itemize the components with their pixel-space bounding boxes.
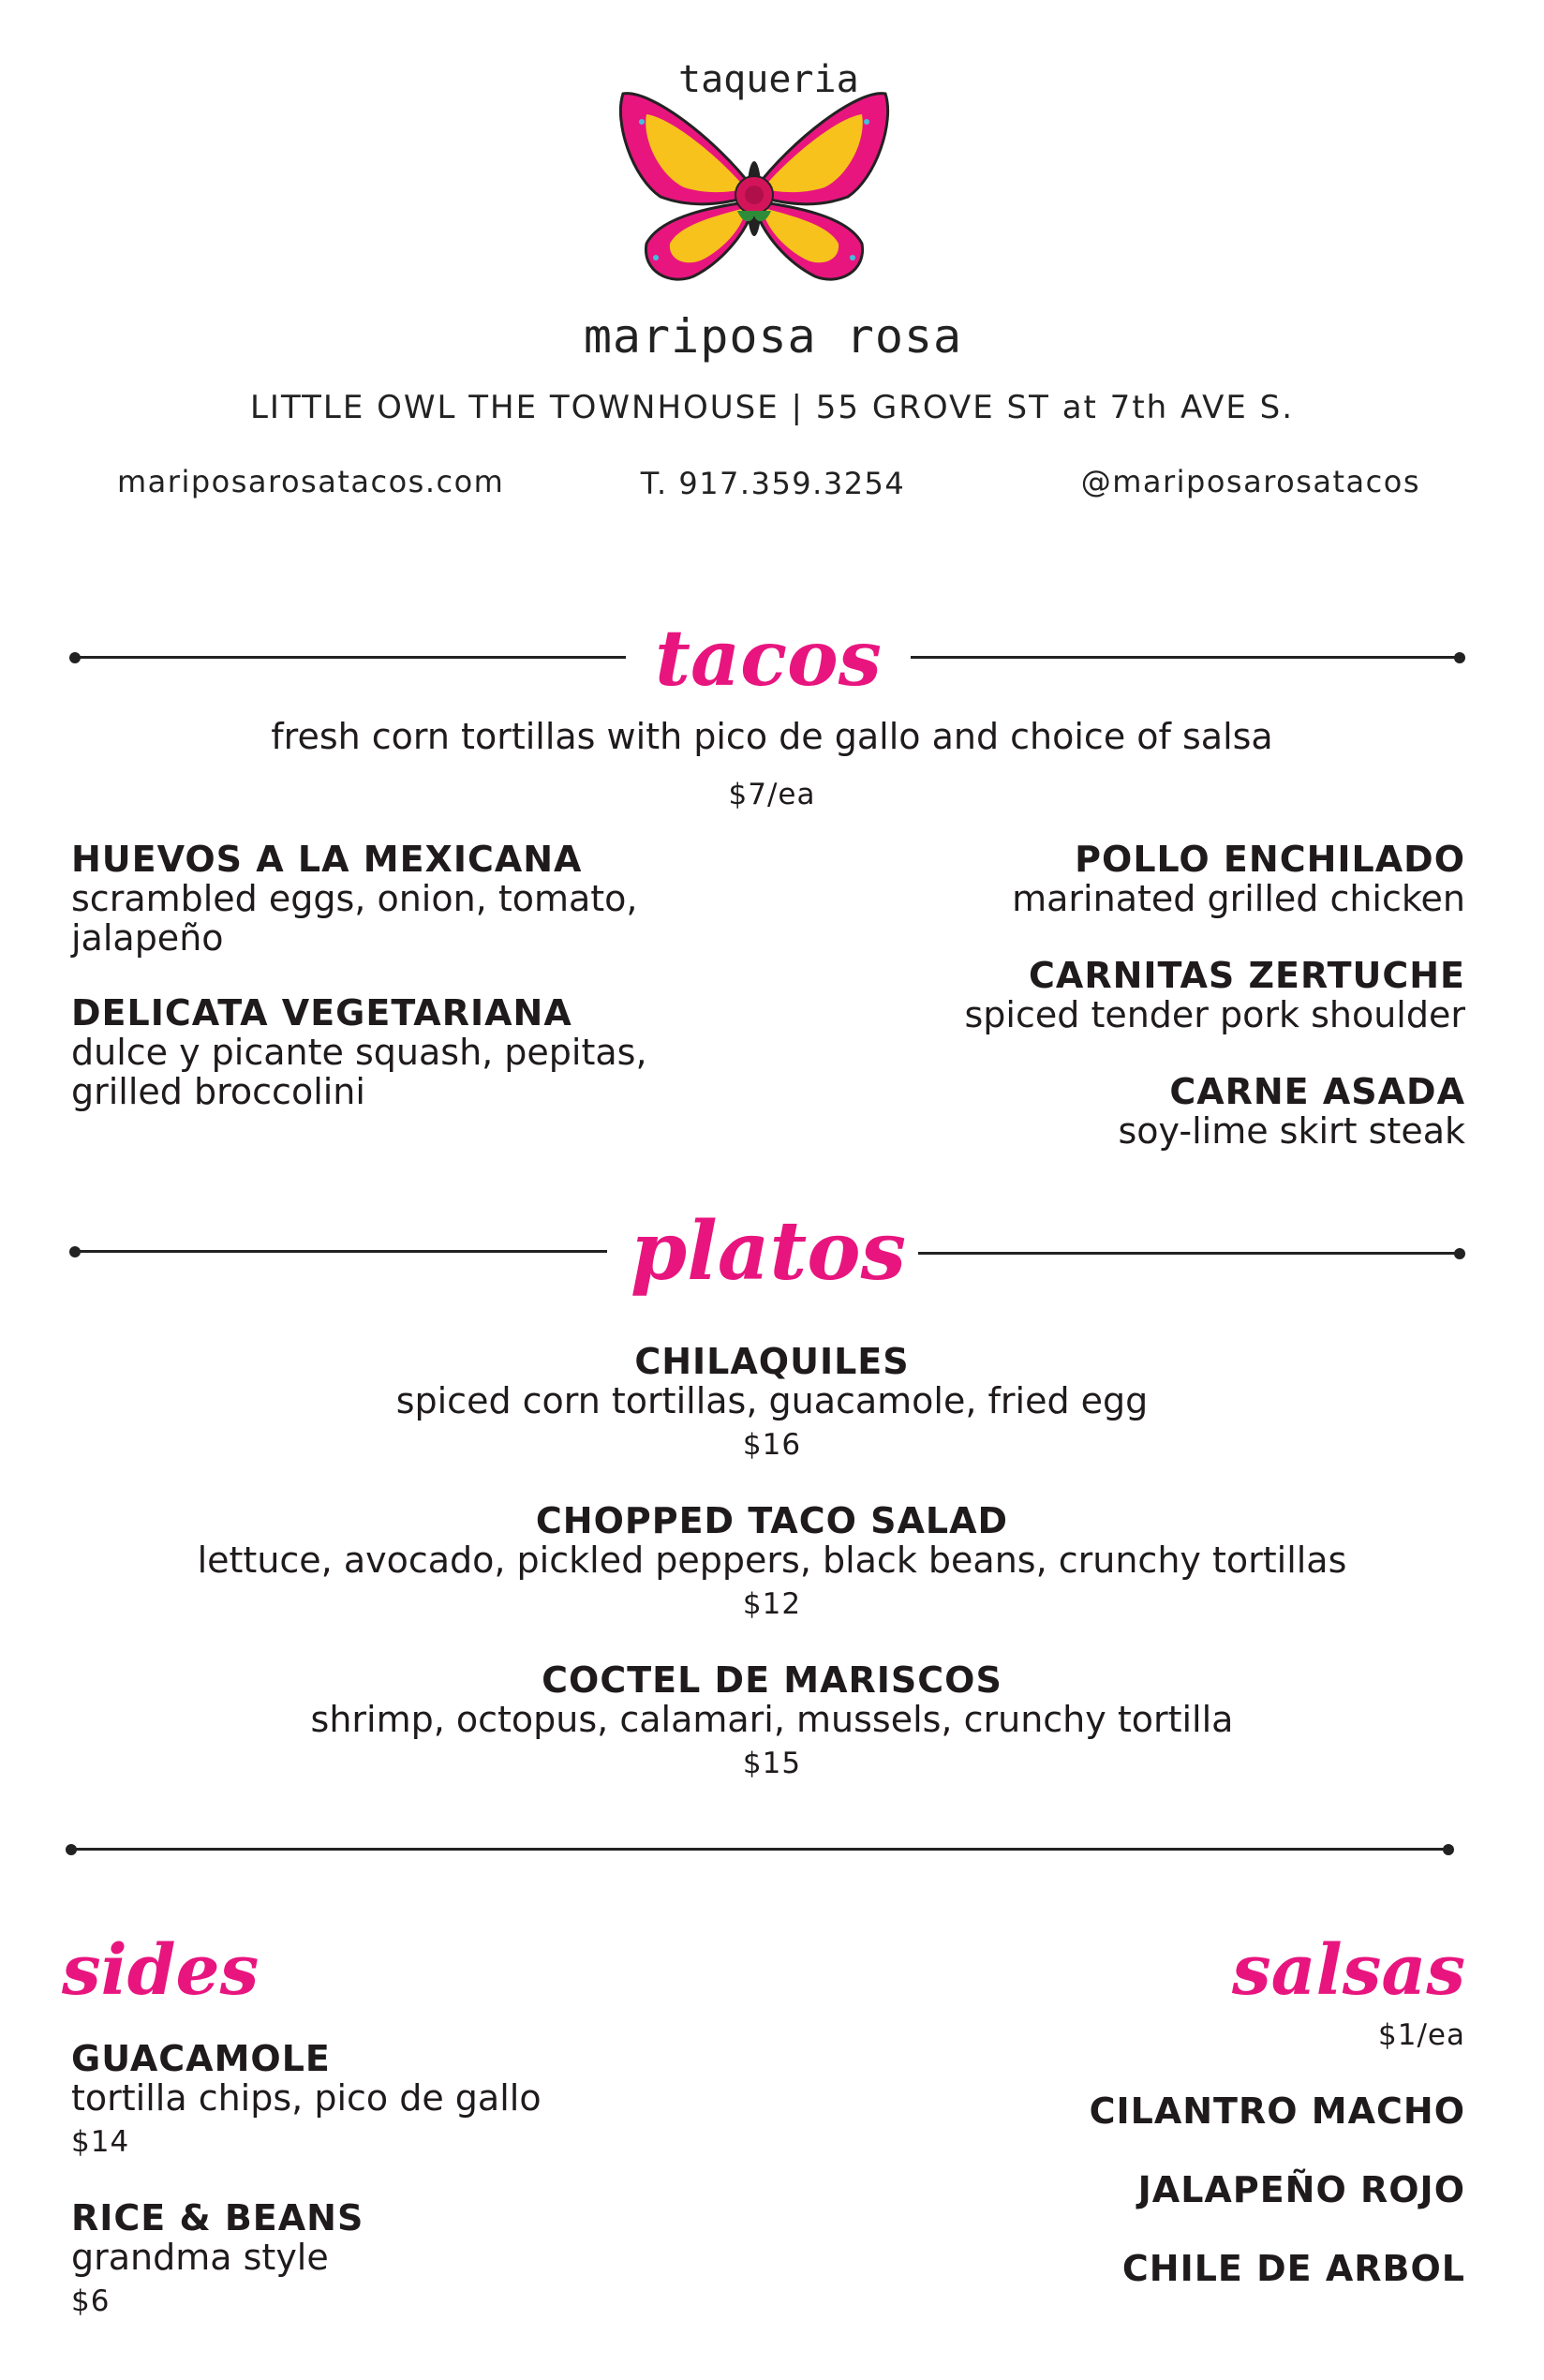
- item-desc: soy-lime skirt steak: [1118, 1110, 1465, 1152]
- item-name: CARNITAS ZERTUCHE: [1029, 955, 1465, 996]
- divider-line: [918, 1252, 1463, 1255]
- tacos-subtitle: fresh corn tortillas with pico de gallo and choice of salsa: [271, 716, 1273, 757]
- item-name: CARNE ASADA: [1169, 1071, 1465, 1112]
- menu-item: [94, 1501, 1450, 1621]
- divider-dot: [1454, 652, 1465, 663]
- divider-line: [73, 1250, 607, 1253]
- item-desc: lettuce, avocado, pickled peppers, black beans, crunchy tortillas: [197, 1540, 1347, 1581]
- item-price: $16: [742, 1428, 802, 1462]
- divider-dot: [1443, 1844, 1454, 1855]
- item-price: $14: [71, 2125, 130, 2159]
- item-name: DELICATA VEGETARIANA: [71, 992, 572, 1034]
- item-price: $6: [71, 2284, 111, 2318]
- menu-item: [806, 1072, 1465, 1151]
- brand-tagline: taqueria: [678, 58, 859, 101]
- menu-item: [806, 840, 1465, 918]
- item-name: CHILAQUILES: [634, 1341, 910, 1382]
- item-name: POLLO ENCHILADO: [1075, 839, 1465, 880]
- item-price: $15: [742, 1747, 802, 1780]
- menu-item: [806, 956, 1465, 1034]
- item-desc: tortilla chips, pico de gallo: [71, 2077, 542, 2119]
- item-name: CHOPPED TACO SALAD: [535, 1500, 1009, 1541]
- divider-dot: [69, 652, 81, 663]
- divider-line: [911, 656, 1463, 659]
- menu-item: [71, 993, 746, 1111]
- salsas-price: $1/ea: [1378, 2018, 1465, 2052]
- section-title-platos: platos: [630, 1204, 907, 1299]
- item-desc: marinated grilled chicken: [1012, 878, 1465, 919]
- item-desc: dulce y picante squash, pepitas,: [71, 1032, 647, 1073]
- menu-item: [71, 2198, 746, 2318]
- social-handle[interactable]: @mariposarosatacos: [1080, 464, 1420, 499]
- phone-number[interactable]: T. 917.359.3254: [640, 466, 906, 501]
- item-name: HUEVOS A LA MEXICANA: [71, 839, 583, 880]
- item-price: $12: [742, 1587, 802, 1621]
- item-name: RICE & BEANS: [71, 2197, 364, 2239]
- section-title-tacos: tacos: [655, 614, 882, 704]
- item-desc: spiced corn tortillas, guacamole, fried egg: [395, 1380, 1149, 1421]
- restaurant-name: mariposa rosa: [583, 309, 963, 364]
- item-desc: scrambled eggs, onion, tomato,: [71, 878, 638, 919]
- salsa-item: CILANTRO MACHO: [1089, 2090, 1465, 2132]
- divider-line: [69, 1848, 1450, 1851]
- item-desc: spiced tender pork shoulder: [964, 994, 1465, 1035]
- tacos-price: $7/ea: [728, 778, 816, 811]
- divider-dot: [66, 1844, 77, 1855]
- salsa-item: CHILE DE ARBOL: [1121, 2248, 1465, 2289]
- menu-item: [71, 2039, 746, 2159]
- item-name: COCTEL DE MARISCOS: [542, 1659, 1002, 1701]
- section-title-salsas: salsas: [1232, 1930, 1465, 2011]
- section-title-sides: sides: [62, 1930, 260, 2011]
- divider-dot: [69, 1246, 81, 1257]
- item-desc: grilled broccolini: [71, 1071, 365, 1112]
- item-desc: grandma style: [71, 2237, 329, 2278]
- butterfly-logo-icon: [614, 84, 895, 309]
- menu-item: [71, 840, 746, 958]
- divider-line: [73, 656, 626, 659]
- salsa-item: JALAPEÑO ROJO: [1137, 2169, 1465, 2210]
- divider-dot: [1454, 1248, 1465, 1259]
- item-desc: jalapeño: [71, 917, 224, 959]
- menu-item: [94, 1342, 1450, 1462]
- item-name: GUACAMOLE: [71, 2038, 331, 2079]
- website-link[interactable]: mariposarosatacos.com: [117, 464, 505, 499]
- address: LITTLE OWL THE TOWNHOUSE | 55 GROVE ST at 7th AVE S.: [249, 389, 1295, 426]
- menu-item: [94, 1660, 1450, 1780]
- item-desc: shrimp, octopus, calamari, mussels, crunchy tortilla: [310, 1699, 1234, 1740]
